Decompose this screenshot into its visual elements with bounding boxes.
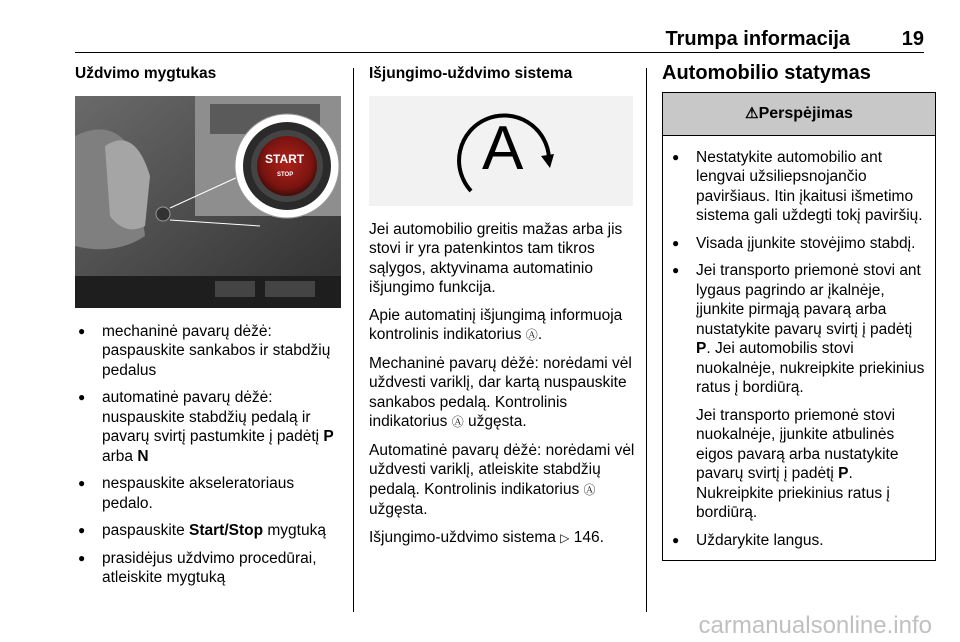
list-item: ● paspauskite Start/Stop mygtuką — [75, 521, 347, 541]
auto-stop-symbol-figure — [369, 96, 633, 206]
page-number: 19 — [901, 28, 924, 50]
warning-triangle-icon: ⚠ — [745, 104, 759, 122]
start-label: START — [265, 151, 305, 166]
list-item: ● automatinė pavarų dėžė: nuspauskite stabdžių pedalą ir pavarų svirtį pastumkite į padėtį P arba N — [75, 388, 347, 466]
section-heading-parking: Automobilio statymas — [662, 62, 871, 84]
paragraph: Apie automatinį išjungimą informuoja kontrolinis indikatorius Ⓐ. — [369, 306, 637, 346]
watermark: carmanualsonline.info — [698, 612, 932, 639]
start-button-figure — [75, 96, 341, 308]
auto-indicator-icon: Ⓐ — [583, 482, 596, 497]
column-3 — [662, 64, 934, 561]
list-item: ● Jei transporto priemonė stovi ant lygaus pagrindo ar įkalnėje, įjunkite pirmąją pavarą arba nustatykite pavarų svirtį į padėtį P. Jei automobilis stovi nuokalnėje, nukreipkite priekinius ratus į bordiūrą. Jei transporto priemonė stovi nuokalnėje, įjunkite atbulinės eigos pavarą arba nustatykite pavarų svirtį į padėtį P. Nukreipkite priekinius ratus į bordiūrą. — [669, 261, 929, 523]
auto-indicator-icon: Ⓐ — [525, 328, 538, 342]
column-2 — [369, 64, 637, 556]
warning-header: ⚠Perspėjimas — [663, 93, 935, 136]
list-item: ● prasidėjus uždvimo procedūrai, atleiskite mygtuką — [75, 549, 347, 588]
section-heading-stop-start: Išjungimo-uždvimo sistema — [369, 65, 573, 82]
header-rule — [75, 52, 924, 53]
stop-label: STOP — [277, 171, 294, 178]
column-divider-2 — [646, 68, 647, 612]
paragraph: Automatinė pavarų dėžė: norėdami vėl uždvesti variklį, atleiskite stabdžių pedalą. Kontrolinis indikatorius Ⓐ užgęsta. — [369, 441, 635, 518]
list-item: ● Visada įjunkite stovėjimo stabdį. — [669, 234, 929, 254]
warning-body — [663, 136, 935, 561]
list-item: ● nespauskite akseleratoriaus pedalo. — [75, 474, 347, 513]
warning-list — [669, 148, 929, 551]
cross-reference: Išjungimo-uždvimo sistema ▷ 146. — [369, 528, 604, 546]
auto-stop-letter: A — [482, 113, 524, 183]
paragraph: Mechaninė pavarų dėžė: norėdami vėl uždvesti variklį, dar kartą nuspauskite sankabos pedalą. Kontrolinis indikatorius Ⓐ užgęsta. — [369, 354, 637, 433]
list-item: ● Nestatykite automobilio ant lengvai užsiliepsnojančio paviršiaus. Itin įkaitusi išmetimo sistema gali uždegti tokį paviršių. — [669, 148, 929, 226]
column-divider-1 — [353, 68, 354, 612]
warning-box — [662, 92, 936, 562]
list-item: ● Uždarykite langus. — [669, 531, 929, 551]
header-title: Trumpa informacija — [665, 28, 850, 50]
section-heading-start-button: Uždvimo mygtukas — [75, 65, 217, 82]
paragraph: Jei automobilio greitis mažas arba jis stovi ir yra patenkintos tam tikros sąlygos, aktyvinama automatinio išjungimo funkcija. — [369, 220, 623, 296]
start-steps-list — [75, 322, 347, 588]
list-item: ● mechaninė pavarų dėžė: paspauskite sankabos ir stabdžių pedalus — [75, 322, 347, 381]
dashboard-illustration — [75, 96, 341, 308]
column-1 — [75, 64, 347, 596]
xref-arrow-icon: ▷ — [560, 530, 570, 545]
list-item-continuation: Jei transporto priemonė stovi nuokalnėje, įjunkite atbulinės eigos pavarą arba nustatykite pavarų svirtį į padėtį P. Nukreipkite priekinius ratus į bordiūrą. — [696, 406, 899, 521]
auto-indicator-icon: Ⓐ — [451, 415, 464, 429]
